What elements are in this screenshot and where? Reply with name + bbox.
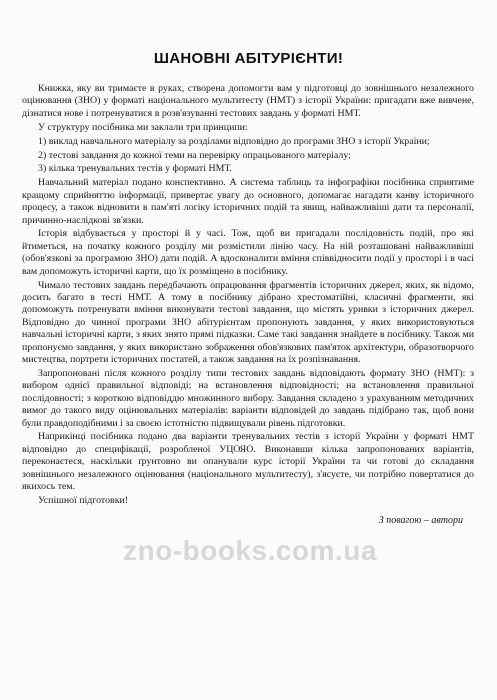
- paragraph-principles: У структуру посібника ми заклали три принципи:: [38, 121, 248, 133]
- list-item-1: 1) виклад навчального матеріалу за розділами відповідно до програми ЗНО з історії України;: [38, 135, 430, 147]
- paragraph-wish: Успішної підготовки!: [38, 495, 129, 506]
- paragraph-formats: Запропоновані після кожного розділу типи тестових завдань відповідають формату ЗНО (НМТ): з вибором однієї правильної відповіді; на встановлення відповідності; на встановлення правильної послідовності; з короткою відповіддю множинного вибору. Завдання складено з урахуванням методичних вимог до такого виду оцінювальних матеріалів: варіанти відповідей до завдань підібрано так, щоб вони були правдоподібними і за своєю істотністю підвищували рівень підготовки.: [22, 367, 474, 429]
- signature: З повагою – автори: [378, 515, 463, 526]
- body-text: [22, 83, 474, 509]
- watermark: zno-books.com.ua: [123, 535, 377, 566]
- paragraph-material: Навчальний матеріал подано конспективно. А система таблиць та інфографіки посібника сприятиме кращому сприйняттю інформації, привертає увагу до основного, допомагає нагадати канву історичного процесу, а також відновити в пам'яті логіку історичних подій та явищ, найважливіші дати та персоналії, причинно-наслідкові зв'язки.: [22, 177, 474, 226]
- paragraph-history: Історія відбувається у просторі й у часі. Тож, щоб ви пригадали послідовність подій, про які йтиметься, на початку кожного розділу ми розмістили лінію часу. На ній розташовані найважливіші (обов'язкові за програмою ЗНО) дати подій. А вдосконалити вміння співвідносити події у просторі і в часі вам допоможуть історичні карти, що їх розміщено в посібнику.: [22, 228, 474, 277]
- paragraph-intro: Книжка, яку ви тримаєте в руках, створена допомогти вам у підготовці до зовнішнього незалежного оцінювання (ЗНО) у форматі національного мультитесту (НМТ) з історії України: пригадати вже вивчене, дізнатися нове і потренуватися в розв'язуванні тестових завдань у форматі НМТ.: [22, 83, 474, 119]
- paragraph-tasks: Чимало тестових завдань передбачають опрацювання фрагментів історичних джерел, яких, як відомо, досить багато в тесті НМТ. А тому в посібнику дібрано хрестоматійні, класичні фрагменти, які допоможуть потренувати вміння виконувати тестові завдання, що містять уривки з історичних джерел. Відповідно до чинної програми ЗНО абітурієнтам пропонують завдання, у яких використовуються навчальні історичні карти, з яких знято прямі підказки. Саме такі завдання знайдете в посібнику. Також ми пропонуємо завдання, у яких використано зображення обов'язкових пам'яток архітектури, образотворчого мистецтва, портрети історичних постатей, а також завдання на їх розпізнавання.: [22, 279, 474, 366]
- list-item-3: 3) кілька тренувальних тестів у форматі НМТ.: [38, 163, 232, 175]
- page-title: ШАНОВНІ АБІТУРІЄНТИ!: [153, 50, 344, 67]
- paragraph-tests: Наприкінці посібника подано два варіанти тренувальних тестів з історії України у форматі НМТ відповідно до специфікації, розробленої УЦОЯО. Виконавши кілька запропонованих варіантів, переконаєтеся, наскільки ґрунтовно ви опанували курс історії України та чи готові до складання зовнішнього незалежного оцінювання (національного мультитесту), з'ясуєте, чи потрібно повертатися до якихось тем.: [22, 431, 474, 493]
- list-item-2: 2) тестові завдання до кожної теми на перевірку опрацьованого матеріалу;: [38, 149, 351, 161]
